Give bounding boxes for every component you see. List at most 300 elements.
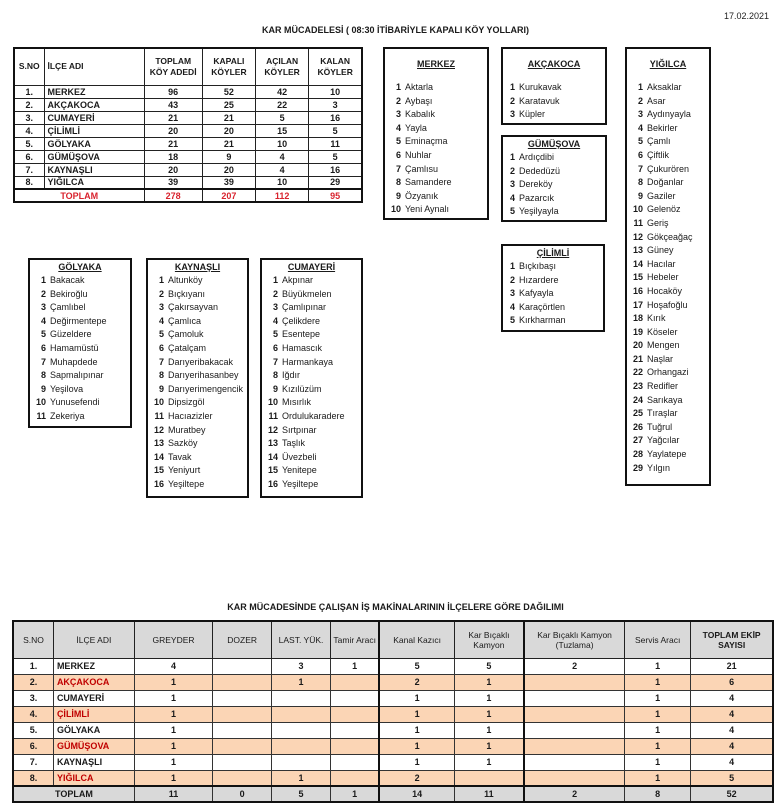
machinery-cell: 1 — [134, 690, 212, 706]
village-item-number: 9 — [637, 190, 643, 201]
village-item — [627, 190, 709, 204]
village-item — [627, 176, 709, 190]
village-box-yigilca — [625, 47, 711, 486]
mtotal-cell: 5 — [272, 786, 331, 802]
village-item-number: 8 — [158, 370, 164, 381]
village-item-number: 7 — [272, 356, 278, 367]
village-item-name: Tuğrul — [647, 421, 673, 432]
village-item-name: Gökçeağaç — [647, 231, 693, 242]
village-item-name: Bekiroğlu — [50, 288, 88, 299]
village-item-name: Kurukavak — [519, 82, 562, 92]
machinery-cell — [213, 738, 272, 754]
village-item-number: 8 — [272, 370, 278, 381]
machinery-cell: 1 — [454, 690, 524, 706]
summary-cell-kalan: 5 — [309, 124, 362, 137]
village-box-kaynasli — [146, 258, 249, 498]
village-item-number: 15 — [267, 465, 278, 476]
machinery-row — [13, 690, 773, 706]
mcol-sno: S.NO — [13, 621, 53, 658]
village-item — [30, 369, 130, 383]
village-item-name: Çamlıbel — [50, 302, 86, 313]
village-item-name: Çamoluk — [168, 329, 204, 340]
summary-row — [14, 98, 362, 111]
village-item-number: 6 — [395, 149, 401, 160]
machinery-cell — [213, 754, 272, 770]
summary-row — [14, 85, 362, 98]
summary-cell-ilce: CUMAYERİ — [44, 111, 144, 124]
col-kapali: KAPALI KÖYLER — [202, 48, 255, 85]
village-item-name: Akpınar — [282, 275, 314, 285]
village-item-number: 1 — [272, 275, 278, 285]
machinery-ilce: GÜMÜŞOVA — [53, 738, 134, 754]
village-item-name: Bıçkıbaşı — [519, 261, 557, 271]
machinery-row — [13, 658, 773, 674]
village-item-number: 6 — [158, 342, 164, 353]
village-item-name: Büyükmelen — [282, 288, 332, 299]
village-item-name: Darıyerimengencik — [168, 383, 244, 394]
village-item — [148, 396, 247, 410]
village-item-number: 16 — [632, 285, 643, 296]
machinery-cell — [272, 738, 331, 754]
machinery-ilce: KAYNAŞLI — [53, 754, 134, 770]
village-item-name: Dereköy — [519, 179, 553, 190]
village-item-name: Hamamüstü — [50, 342, 99, 353]
machinery-cell — [524, 738, 625, 754]
machinery-cell — [330, 722, 379, 738]
machinery-cell: 4 — [691, 722, 773, 738]
village-item-name: Doğanlar — [647, 177, 684, 188]
village-item-number: 3 — [272, 302, 278, 313]
village-item-name: Kafyayla — [519, 288, 554, 299]
machinery-cell: 2 — [379, 770, 454, 786]
machinery-cell: 1 — [379, 706, 454, 722]
village-item — [148, 437, 247, 451]
village-item — [262, 383, 361, 397]
village-item-name: Mısırlık — [282, 397, 311, 408]
village-item — [262, 437, 361, 451]
village-item — [148, 288, 247, 302]
machinery-title: KAR MÜCADESİNDE ÇALIŞAN İŞ MAKİNALARININ İLÇELERE GÖRE DAĞILIMI — [227, 602, 564, 612]
village-item-number: 3 — [395, 109, 401, 120]
village-item — [30, 301, 130, 315]
summary-cell-kapali: 20 — [202, 124, 255, 137]
village-item-number: 10 — [632, 204, 643, 215]
machinery-cell: 7. — [13, 754, 53, 770]
machinery-row — [13, 674, 773, 690]
total-kalan: 95 — [309, 189, 362, 202]
mtotal-cell: 14 — [379, 786, 454, 802]
machinery-cell: 1 — [379, 754, 454, 770]
village-item-name: Yeni Aynalı — [405, 204, 450, 215]
machinery-cell: 4 — [691, 738, 773, 754]
machinery-ilce: YIĞILCA — [53, 770, 134, 786]
village-item — [627, 108, 709, 122]
village-item-name: Aksaklar — [647, 82, 682, 92]
village-item-number: 13 — [632, 245, 643, 256]
village-item — [503, 178, 605, 192]
total-acilan: 112 — [255, 189, 308, 202]
machinery-cell — [330, 674, 379, 690]
village-item-number: 9 — [158, 383, 164, 394]
village-item — [503, 260, 603, 274]
village-item-number: 6 — [272, 342, 278, 353]
machinery-row — [13, 738, 773, 754]
village-item-name: Zekeriya — [50, 410, 85, 421]
village-item — [627, 149, 709, 163]
village-item — [30, 356, 130, 370]
summary-row — [14, 111, 362, 124]
village-item — [627, 203, 709, 217]
mcol-kanal: Kanal Kazıcı — [379, 621, 454, 658]
machinery-cell: 1 — [454, 674, 524, 690]
village-item — [627, 285, 709, 299]
machinery-cell: 1 — [454, 738, 524, 754]
village-item — [148, 451, 247, 465]
village-item-name: Samandere — [405, 177, 452, 188]
machinery-cell: 1 — [625, 706, 691, 722]
summary-cell-ilce: GÖLYAKA — [44, 137, 144, 150]
village-item-name: Muhapdede — [50, 356, 98, 367]
summary-cell-sno: 3. — [14, 111, 44, 124]
summary-cell-acilan: 5 — [255, 111, 308, 124]
summary-row — [14, 124, 362, 137]
village-item-number: 5 — [158, 329, 164, 340]
village-item-name: Ardıçdibi — [519, 152, 555, 162]
summary-cell-sno: 2. — [14, 98, 44, 111]
village-item-name: Ordulukaradere — [282, 410, 345, 421]
village-item-number: 2 — [637, 95, 643, 106]
village-item — [148, 301, 247, 315]
summary-cell-kapali: 39 — [202, 176, 255, 189]
machinery-cell: 5 — [691, 770, 773, 786]
mcol-toplam: TOPLAM EKİP SAYISI — [691, 621, 773, 658]
village-item-number: 14 — [632, 258, 643, 269]
village-item-number: 18 — [632, 313, 643, 324]
total-label: TOPLAM — [14, 189, 144, 202]
machinery-cell: 1 — [625, 738, 691, 754]
village-item-number: 2 — [395, 95, 401, 106]
machinery-cell: 5 — [379, 658, 454, 674]
village-item-number: 27 — [632, 435, 643, 446]
machinery-cell — [524, 674, 625, 690]
village-item-number: 5 — [637, 136, 643, 147]
village-item — [627, 462, 709, 476]
village-item-number: 19 — [632, 326, 643, 337]
machinery-cell: 4 — [134, 658, 212, 674]
village-item — [30, 328, 130, 342]
summary-cell-kalan: 29 — [309, 176, 362, 189]
village-item — [262, 342, 361, 356]
village-item — [627, 299, 709, 313]
village-item — [148, 464, 247, 478]
village-item-name: Değirmentepe — [50, 315, 107, 326]
summary-cell-ilce: AKÇAKOCA — [44, 98, 144, 111]
summary-cell-acilan: 4 — [255, 163, 308, 176]
village-item-number: 9 — [272, 383, 278, 394]
report-date: 17.02.2021 — [724, 11, 770, 21]
machinery-table — [12, 620, 774, 803]
village-item-number: 3 — [509, 109, 515, 120]
village-item — [627, 421, 709, 435]
summary-cell-sno: 6. — [14, 150, 44, 163]
village-box-title: GÜMÜŞOVA — [527, 139, 581, 149]
machinery-cell: 1 — [134, 674, 212, 690]
village-item-name: Pazarcık — [519, 192, 555, 203]
village-item-name: Yeniyurt — [168, 465, 201, 476]
machinery-cell — [454, 770, 524, 786]
village-item-name: Yayla — [405, 122, 427, 133]
village-item-number: 14 — [267, 451, 278, 462]
machinery-cell: 1 — [330, 658, 379, 674]
summary-cell-acilan: 22 — [255, 98, 308, 111]
machinery-cell — [272, 722, 331, 738]
village-item-number: 13 — [153, 438, 164, 449]
village-item — [503, 301, 603, 315]
village-item-name: Harmankaya — [282, 356, 334, 367]
village-item-name: Kırık — [647, 313, 666, 324]
village-item — [262, 424, 361, 438]
village-item — [627, 258, 709, 272]
village-item — [503, 95, 605, 109]
mtotal-cell: 52 — [691, 786, 773, 802]
machinery-cell — [213, 658, 272, 674]
summary-cell-sno: 4. — [14, 124, 44, 137]
village-item — [627, 380, 709, 394]
village-item-number: 5 — [509, 206, 515, 217]
machinery-cell: 1 — [379, 690, 454, 706]
village-item — [262, 315, 361, 329]
village-item-number: 2 — [509, 274, 515, 285]
village-item-number: 2 — [509, 165, 515, 176]
village-item — [627, 407, 709, 421]
village-item-name: Çamlıca — [168, 315, 202, 326]
village-item-number: 1 — [40, 275, 46, 285]
village-item-name: Naşlar — [647, 353, 674, 364]
mcol-dozer: DOZER — [213, 621, 272, 658]
village-item — [503, 151, 605, 165]
mcol-ilce: İLÇE ADI — [53, 621, 134, 658]
village-item-number: 5 — [40, 329, 46, 340]
summary-row — [14, 150, 362, 163]
village-item-name: Üvezbeli — [282, 451, 317, 462]
village-item — [627, 434, 709, 448]
village-item-number: 20 — [632, 340, 643, 351]
village-item — [503, 314, 603, 328]
village-item-name: Yenitepe — [282, 465, 317, 476]
summary-cell-kalan: 16 — [309, 163, 362, 176]
summary-header-row — [14, 48, 362, 85]
village-item-name: Gelenöz — [647, 204, 681, 215]
machinery-cell: 2 — [379, 674, 454, 690]
village-item — [385, 135, 487, 149]
village-box-cumayeri — [260, 258, 363, 498]
summary-cell-toplam: 39 — [144, 176, 202, 189]
village-item-name: Aybaşı — [405, 95, 433, 106]
machinery-cell — [330, 706, 379, 722]
village-item-name: Yaylatepe — [647, 449, 687, 460]
machinery-cell — [213, 690, 272, 706]
village-item-number: 15 — [632, 272, 643, 283]
summary-cell-toplam: 21 — [144, 111, 202, 124]
village-item-number: 26 — [632, 421, 643, 432]
village-item-name: Yılgın — [647, 462, 671, 473]
village-item-name: Bıçkıyanı — [168, 288, 206, 299]
village-item-number: 2 — [509, 95, 515, 106]
village-item-name: Sapmalıpınar — [50, 370, 104, 381]
village-item — [385, 108, 487, 122]
village-item-number: 3 — [40, 302, 46, 313]
village-item-number: 25 — [632, 408, 643, 419]
village-item-name: Nuhlar — [405, 149, 432, 160]
village-item-number: 4 — [158, 315, 164, 326]
village-item-name: Hocaköy — [647, 285, 683, 296]
summary-cell-ilce: KAYNAŞLI — [44, 163, 144, 176]
machinery-cell: 5. — [13, 722, 53, 738]
summary-cell-toplam: 20 — [144, 124, 202, 137]
village-item-number: 4 — [272, 315, 278, 326]
summary-cell-kalan: 11 — [309, 137, 362, 150]
mcol-kar-bicakli: Kar Bıçaklı Kamyon — [454, 621, 524, 658]
village-item — [627, 244, 709, 258]
village-item — [627, 135, 709, 149]
village-item — [627, 339, 709, 353]
machinery-cell: 1 — [625, 690, 691, 706]
village-item-number: 14 — [153, 451, 164, 462]
machinery-cell — [330, 690, 379, 706]
village-item — [148, 315, 247, 329]
village-item-number: 5 — [395, 136, 401, 147]
village-item — [627, 353, 709, 367]
machinery-cell: 1 — [454, 754, 524, 770]
village-item-name: Yeşilyayla — [519, 206, 559, 217]
village-item-number: 2 — [272, 288, 278, 299]
village-item — [503, 205, 605, 219]
village-box-title: MERKEZ — [417, 59, 455, 69]
summary-cell-ilce: YIĞILCA — [44, 176, 144, 189]
village-item-number: 10 — [267, 397, 278, 408]
machinery-cell: 5 — [454, 658, 524, 674]
village-item — [148, 356, 247, 370]
machinery-cell — [524, 722, 625, 738]
mtotal-cell: 8 — [625, 786, 691, 802]
village-item-name: Aktarla — [405, 82, 434, 92]
machinery-total-row — [13, 786, 773, 802]
village-item-number: 16 — [153, 478, 164, 489]
machinery-cell — [272, 706, 331, 722]
machinery-cell — [213, 706, 272, 722]
village-item-number: 24 — [632, 394, 643, 405]
village-item — [262, 288, 361, 302]
village-item-name: Orhangazi — [647, 367, 689, 378]
village-item-number: 8 — [637, 177, 643, 188]
summary-cell-kapali: 21 — [202, 111, 255, 124]
machinery-cell: 8. — [13, 770, 53, 786]
machinery-cell — [213, 722, 272, 738]
summary-cell-sno: 5. — [14, 137, 44, 150]
village-item-name: Karatavuk — [519, 95, 560, 106]
machinery-cell: 1 — [454, 722, 524, 738]
village-item — [627, 163, 709, 177]
village-item — [30, 274, 130, 288]
village-item-number: 1 — [509, 261, 515, 271]
summary-cell-kapali: 52 — [202, 85, 255, 98]
village-item-name: Darıyeribakacak — [168, 356, 234, 367]
village-item-name: Eminaçma — [405, 136, 448, 147]
village-item-number: 2 — [40, 288, 46, 299]
village-item-name: Taşlık — [282, 438, 306, 449]
village-item-name: Bekirler — [647, 122, 678, 133]
village-item-number: 5 — [509, 315, 515, 326]
machinery-cell: 4. — [13, 706, 53, 722]
village-item-number: 3 — [158, 302, 164, 313]
report-title: KAR MÜCADELESİ ( 08:30 İTİBARİYLE KAPALI KÖY YOLLARI) — [261, 25, 530, 35]
village-item — [627, 366, 709, 380]
village-item-name: Çatalçam — [168, 342, 207, 353]
machinery-row — [13, 706, 773, 722]
village-item-name: Çelikdere — [282, 315, 321, 326]
machinery-cell: 1 — [625, 658, 691, 674]
village-item — [148, 369, 247, 383]
village-item — [262, 369, 361, 383]
village-item-number: 15 — [153, 465, 164, 476]
summary-cell-toplam: 43 — [144, 98, 202, 111]
village-box-akcakoca — [501, 47, 607, 125]
machinery-cell: 2 — [524, 658, 625, 674]
machinery-cell — [213, 674, 272, 690]
summary-cell-kapali: 9 — [202, 150, 255, 163]
village-item — [385, 122, 487, 136]
village-item-name: Yağcılar — [647, 435, 680, 446]
village-item — [148, 383, 247, 397]
village-item-name: Dededüzü — [519, 165, 561, 176]
mtotal-cell: 11 — [454, 786, 524, 802]
village-item-number: 7 — [40, 356, 46, 367]
village-item — [148, 274, 247, 288]
village-item — [262, 396, 361, 410]
village-item — [627, 122, 709, 136]
village-item-number: 12 — [153, 424, 164, 435]
village-item-name: Asar — [647, 95, 666, 106]
village-item-number: 1 — [395, 82, 401, 92]
village-item — [148, 424, 247, 438]
col-toplam: TOPLAM KÖY ADEDİ — [144, 48, 202, 85]
machinery-cell — [330, 738, 379, 754]
mcol-servis: Servis Aracı — [625, 621, 691, 658]
village-item-number: 22 — [632, 367, 643, 378]
village-item-number: 8 — [395, 177, 401, 188]
village-item-name: Güney — [647, 245, 674, 256]
village-item — [385, 190, 487, 204]
village-item-name: Kabalık — [405, 109, 436, 120]
col-ilce: İLÇE ADI — [44, 48, 144, 85]
summary-row — [14, 163, 362, 176]
village-item-name: Bakacak — [50, 275, 85, 285]
village-item-number: 2 — [158, 288, 164, 299]
summary-cell-toplam: 18 — [144, 150, 202, 163]
summary-cell-ilce: GÜMÜŞOVA — [44, 150, 144, 163]
village-item-number: 4 — [509, 192, 515, 203]
village-item-name: Yeşilova — [50, 383, 84, 394]
machinery-cell: 4 — [691, 706, 773, 722]
machinery-cell: 1 — [272, 770, 331, 786]
village-item-number: 6 — [637, 149, 643, 160]
village-item — [627, 271, 709, 285]
village-item — [30, 315, 130, 329]
village-item — [262, 478, 361, 492]
village-item-number: 4 — [509, 301, 515, 312]
village-item-name: Yeşiltepe — [168, 478, 205, 489]
village-box-cilimli — [501, 244, 605, 332]
